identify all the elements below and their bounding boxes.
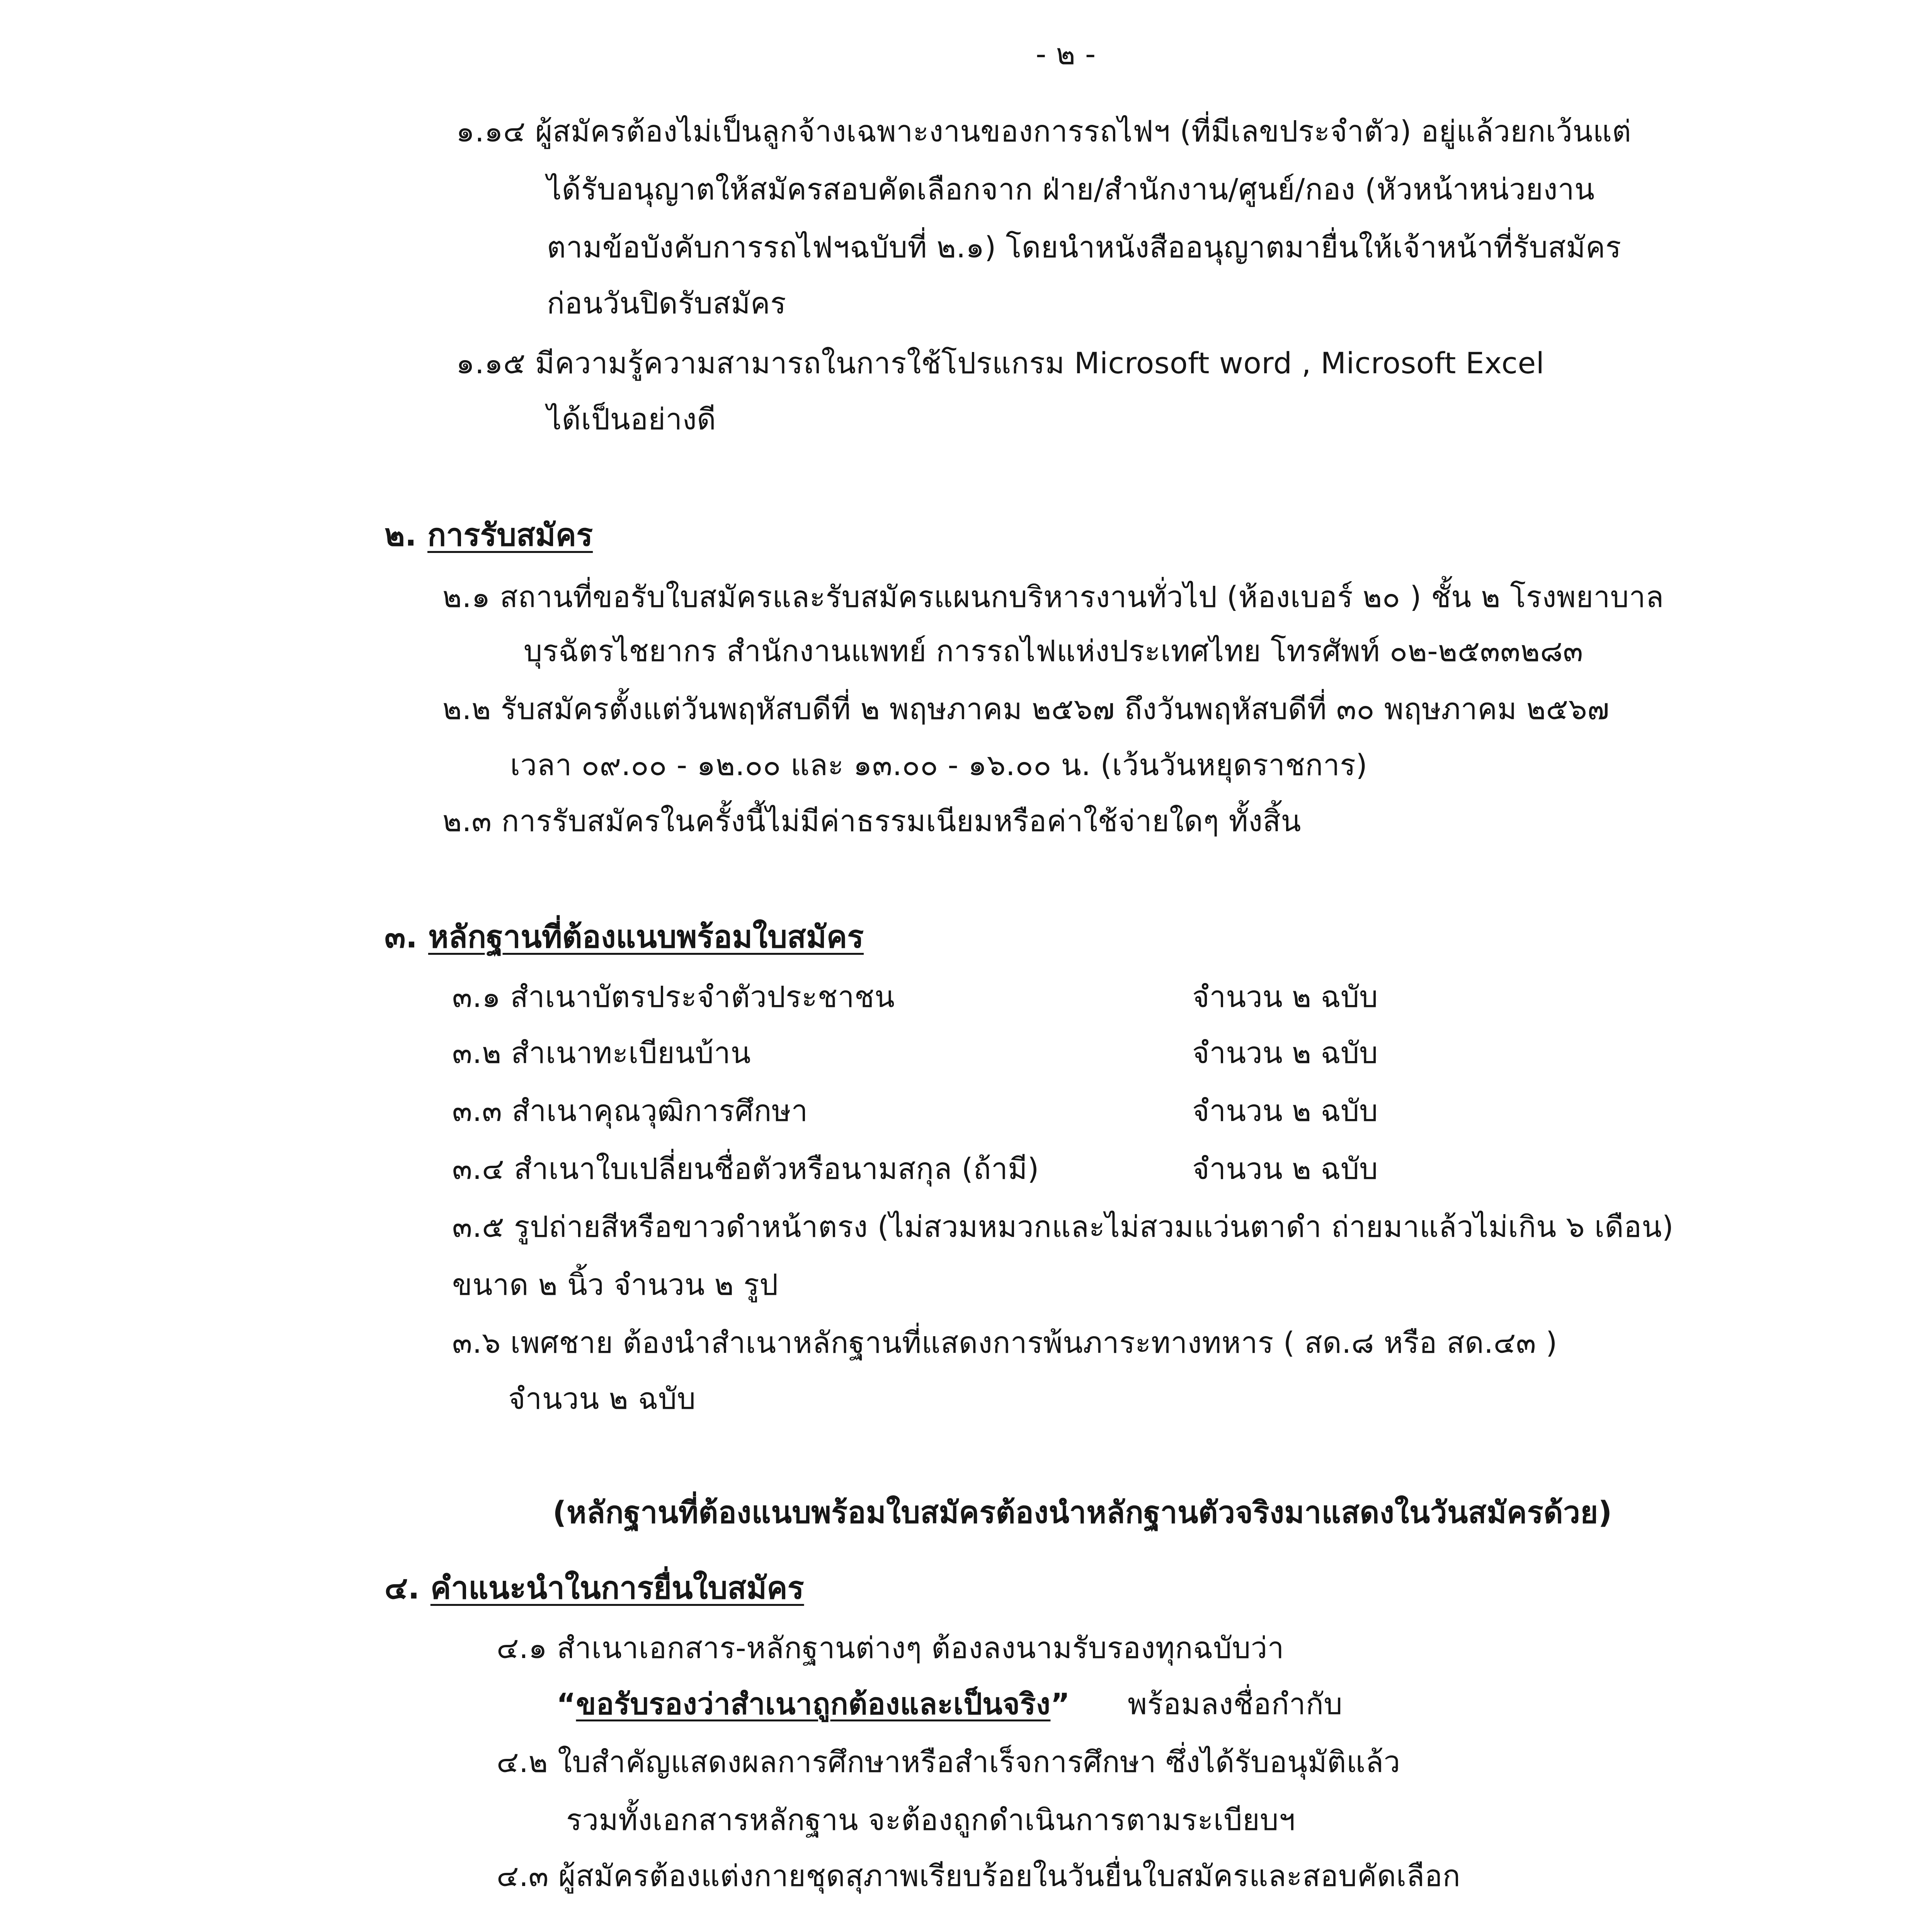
doc-item-text: สำเนาทะเบียนบ้าน (511, 1036, 751, 1070)
doc-item-text: สำเนาคุณวุฒิการศึกษา (512, 1094, 808, 1128)
item-4-2-number: ๔.๒ (497, 1745, 548, 1779)
quote-close-mark: ” (1050, 1687, 1070, 1721)
doc-item-3-4 (452, 1148, 1039, 1190)
item-2-2-number: ๒.๒ (442, 692, 491, 726)
doc-item-text: สำเนาบัตรประจำตัวประชาชน (510, 980, 895, 1014)
item-4-3-number: ๔.๓ (497, 1859, 549, 1893)
doc-item-3-5-line-1 (452, 1206, 1674, 1248)
item-1-15-number: ๑.๑๕ (456, 346, 526, 380)
item-2-1-number: ๒.๑ (442, 580, 490, 614)
item-2-2-text-1: รับสมัครตั้งแต่วันพฤหัสบดีที่ ๒ พฤษภาคม ๒๕๖๗ ถึงวันพฤหัสบดีที่ ๓๐ พฤษภาคม ๒๕๖๗ (500, 692, 1610, 726)
item-1-14-text-1: ผู้สมัครต้องไม่เป็นลูกจ้างเฉพาะงานของการรถไฟฯ (ที่มีเลขประจำตัว) อยู่แล้วยกเว้นแต่ (535, 114, 1632, 148)
section-3-title: หลักฐานที่ต้องแนบพร้อมใบสมัคร (428, 919, 864, 955)
doc-item-3-4-qty: จำนวน ๒ ฉบับ (1192, 1151, 1378, 1186)
page-number: - ๒ - (1036, 37, 1096, 71)
doc-item-text: เพศชาย ต้องนำสำเนาหลักฐานที่แสดงการพ้นภาระทางทหาร ( สด.๘ หรือ สด.๔๓ ) (510, 1325, 1557, 1360)
item-2-2-line-2: เวลา ๐๙.๐๐ - ๑๒.๐๐ และ ๑๓.๐๐ - ๑๖.๐๐ น. (เว้นวันหยุดราชการ) (510, 748, 1368, 782)
doc-item-3-6-line-1 (452, 1321, 1557, 1364)
item-1-14-number: ๑.๑๔ (456, 114, 526, 148)
item-4-3-line-1 (497, 1855, 1460, 1897)
item-4-2-text-1: ใบสำคัญแสดงผลการศึกษาหรือสำเร็จการศึกษา ซึ่งได้รับอนุมัติแล้ว (557, 1745, 1400, 1779)
item-1-15-line-1 (456, 342, 1544, 384)
item-1-14-line-3: ตามข้อบังคับการรถไฟฯฉบับที่ ๒.๑) โดยนำหนังสืออนุญาตมายื่นให้เจ้าหน้าที่รับสมัคร (547, 230, 1622, 264)
doc-item-number: ๓.๑ (452, 980, 501, 1014)
doc-item-text: สำเนาใบเปลี่ยนชื่อตัวหรือนามสกุล (ถ้ามี) (514, 1151, 1039, 1186)
doc-item-text: รูปถ่ายสีหรือขาวดำหน้าตรง (ไม่สวมหมวกและไม่สวมแว่นตาดำ ถ่ายมาแล้วไม่เกิน ๖ เดือน) (514, 1209, 1674, 1244)
item-4-1-text-1: สำเนาเอกสาร-หลักฐานต่างๆ ต้องลงนามรับรองทุกฉบับว่า (557, 1631, 1284, 1665)
item-2-1-line-2: บุรฉัตรไชยากร สำนักงานแพทย์ การรถไฟแห่งประเทศไทย โทรศัพท์ ๐๒-๒๕๓๓๒๘๓ (524, 634, 1583, 668)
section-4-title: คำแนะนำในการยื่นใบสมัคร (430, 1570, 804, 1606)
item-4-1-line-2 (556, 1683, 1343, 1725)
doc-item-3-3-qty: จำนวน ๒ ฉบับ (1192, 1094, 1378, 1128)
doc-item-number: ๓.๖ (452, 1325, 501, 1360)
doc-item-number: ๓.๓ (452, 1094, 502, 1128)
doc-item-3-2-qty: จำนวน ๒ ฉบับ (1192, 1036, 1378, 1070)
item-2-3-text-1: การรับสมัครในครั้งนี้ไม่มีค่าธรรมเนียมหรือค่าใช้จ่ายใดๆ ทั้งสิ้น (501, 804, 1302, 838)
section-2-number: ๒. (385, 517, 417, 553)
item-1-14-line-1 (456, 110, 1631, 153)
section-4-heading (385, 1567, 804, 1609)
item-2-3-number: ๒.๓ (442, 804, 492, 838)
section-4-number: ๔. (385, 1570, 420, 1606)
doc-item-number: ๓.๕ (452, 1209, 505, 1244)
evidence-note: (หลักฐานที่ต้องแนบพร้อมใบสมัครต้องนำหลักฐานตัวจริงมาแสดงในวันสมัครด้วย) (553, 1495, 1612, 1530)
doc-item-number: ๓.๔ (452, 1151, 505, 1186)
doc-item-3-5-line-2: ขนาด ๒ นิ้ว จำนวน ๒ รูป (452, 1267, 778, 1302)
item-2-2-line-1 (442, 688, 1610, 730)
doc-item-3-1 (452, 976, 895, 1018)
item-1-14-line-4: ก่อนวันปิดรับสมัคร (547, 286, 786, 320)
item-2-1-text-1: สถานที่ขอรับใบสมัครและรับสมัครแผนกบริหารงานทั่วไป (ห้องเบอร์ ๒๐ ) ชั้น ๒ โรงพยาบาล (500, 580, 1664, 614)
doc-item-3-1-qty: จำนวน ๒ ฉบับ (1192, 980, 1378, 1014)
doc-item-3-6-line-2: จำนวน ๒ ฉบับ (508, 1381, 696, 1416)
doc-item-number: ๓.๒ (452, 1036, 502, 1070)
item-4-1-line-1 (497, 1627, 1284, 1669)
item-4-2-line-1 (497, 1741, 1400, 1783)
quote-open-mark: “ (556, 1687, 576, 1721)
section-3-number: ๓. (385, 919, 418, 955)
item-4-1-number: ๔.๑ (497, 1631, 548, 1665)
doc-item-3-3 (452, 1090, 808, 1132)
section-3-heading (385, 916, 864, 958)
item-4-2-line-2: รวมทั้งเอกสารหลักฐาน จะต้องถูกดำเนินการตามระเบียบฯ (566, 1803, 1296, 1837)
item-1-15-line-2: ได้เป็นอย่างดี (547, 402, 716, 436)
certification-phrase: ขอรับรองว่าสำเนาถูกต้องและเป็นจริง (576, 1687, 1051, 1721)
item-1-15-text-1: มีความรู้ความสามารถในการใช้โปรแกรม Microsoft word , Microsoft Excel (535, 346, 1545, 380)
item-2-1-line-1 (442, 576, 1664, 618)
item-4-1-tail: พร้อมลงชื่อกำกับ (1128, 1687, 1343, 1721)
section-2-title: การรับสมัคร (427, 517, 593, 553)
item-4-3-text-1: ผู้สมัครต้องแต่งกายชุดสุภาพเรียบร้อยในวันยื่นใบสมัครและสอบคัดเลือก (558, 1859, 1461, 1893)
section-2-heading (385, 514, 593, 556)
item-1-14-line-2: ได้รับอนุญาตให้สมัครสอบคัดเลือกจาก ฝ่าย/สำนักงาน/ศูนย์/กอง (หัวหน้าหน่วยงาน (547, 172, 1595, 206)
doc-item-3-2 (452, 1032, 751, 1074)
item-2-3-line-1 (442, 800, 1301, 842)
